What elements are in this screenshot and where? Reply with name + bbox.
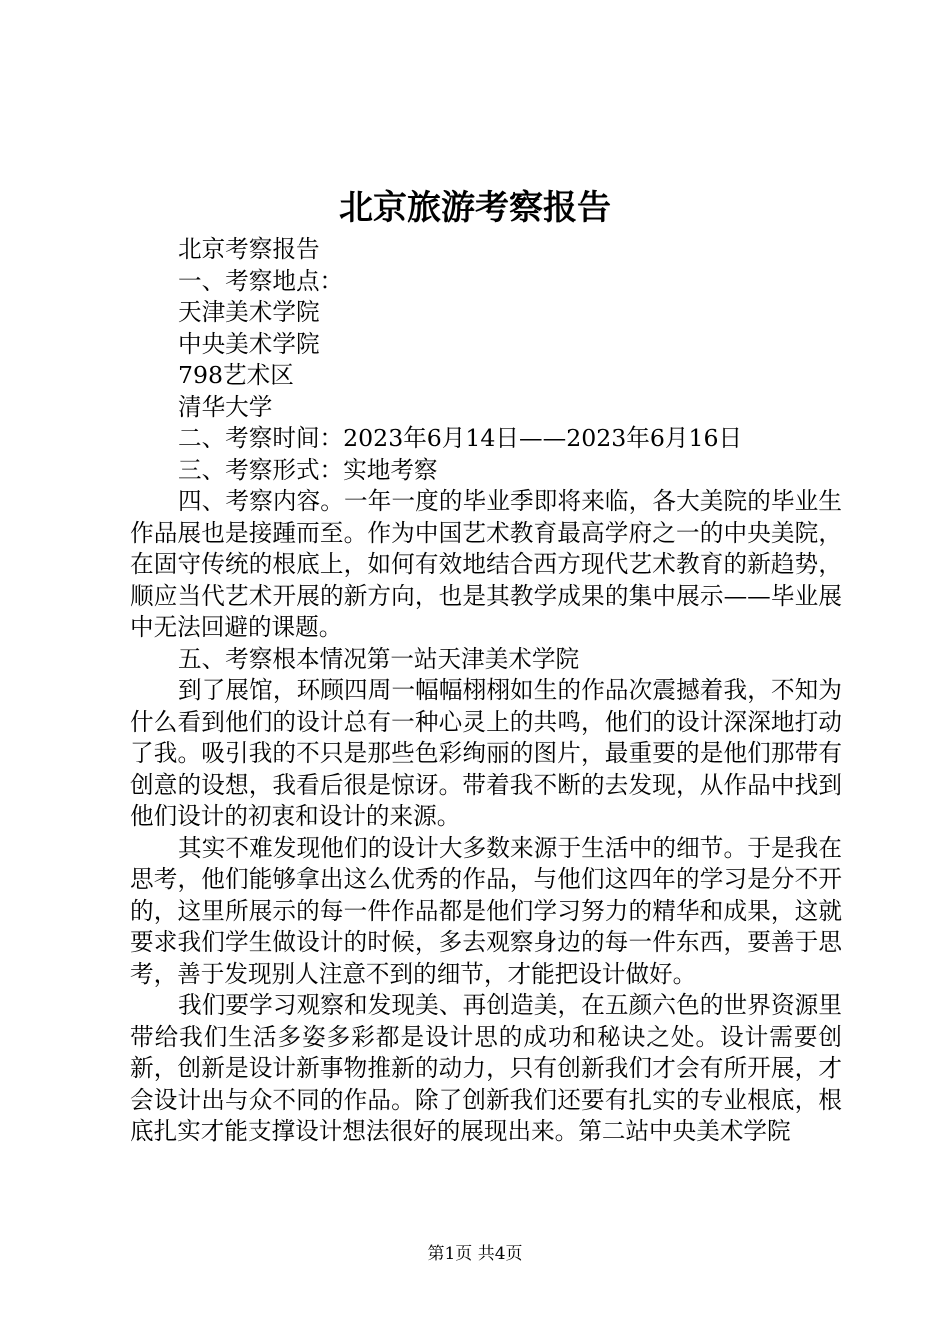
location-item: 天津美术学院 [178, 298, 320, 326]
section-heading-form: 三、考察形式：实地考察 [178, 455, 438, 484]
location-item: 798艺术区 [178, 361, 294, 389]
section-heading-location: 一、考察地点： [178, 266, 344, 295]
section-heading-time: 二、考察时间：2023年6月14日——2023年6月16日 [178, 424, 743, 452]
paragraph: 其实不难发现他们的设计大多数来源于生活中的细节。于是我在思考，他们能够拿出这么优秀的作品，与他们这四年的学习是分不开的，这里所展示的每一件作品都是他们学习努力的精华和成果，这就要求我们学生做设计的时候，多去观察身边的每一件东西，要善于思考，善于发现别人注意不到的细节，才能把设计做好。 [130, 833, 842, 988]
paragraph-content: 四、考察内容。一年一度的毕业季即将来临，各大美院的毕业生作品展也是接踵而至。作为中国艺术教育最高学府之一的中央美院，在固守传统的根底上，如何有效地结合西方现代艺术教育的新趋势，顺应当代艺术开展的新方向，也是其教学成果的集中展示——毕业展中无法回避的课题。 [130, 487, 842, 641]
document-body [130, 234, 842, 1148]
location-item: 清华大学 [178, 392, 273, 421]
section-heading-situation: 五、考察根本情况第一站天津美术学院 [178, 644, 580, 673]
report-subtitle: 北京考察报告 [178, 235, 320, 263]
location-item: 中央美术学院 [178, 329, 320, 358]
page-number-footer: 第1页 共4页 [427, 1244, 523, 1264]
paragraph: 到了展馆，环顾四周一幅幅栩栩如生的作品次震撼着我，不知为什么看到他们的设计总有一种心灵上的共鸣，他们的设计深深地打动了我。吸引我的不只是那些色彩绚丽的图片，最重要的是他们那带有创意的设想，我看后很是惊讶。带着我不断的去发现，从作品中找到他们设计的初衷和设计的来源。 [130, 676, 842, 830]
page-title: 北京旅游考察报告 [339, 188, 611, 228]
paragraph: 我们要学习观察和发现美、再创造美，在五颜六色的世界资源里带给我们生活多姿多彩都是设计思的成功和秘诀之处。设计需要创新，创新是设计新事物推新的动力，只有创新我们才会有所开展，才会设计出与众不同的作品。除了创新我们还要有扎实的专业根底，根底扎实才能支撑设计想法很好的展现出来。第二站中央美术学院 [130, 991, 842, 1145]
